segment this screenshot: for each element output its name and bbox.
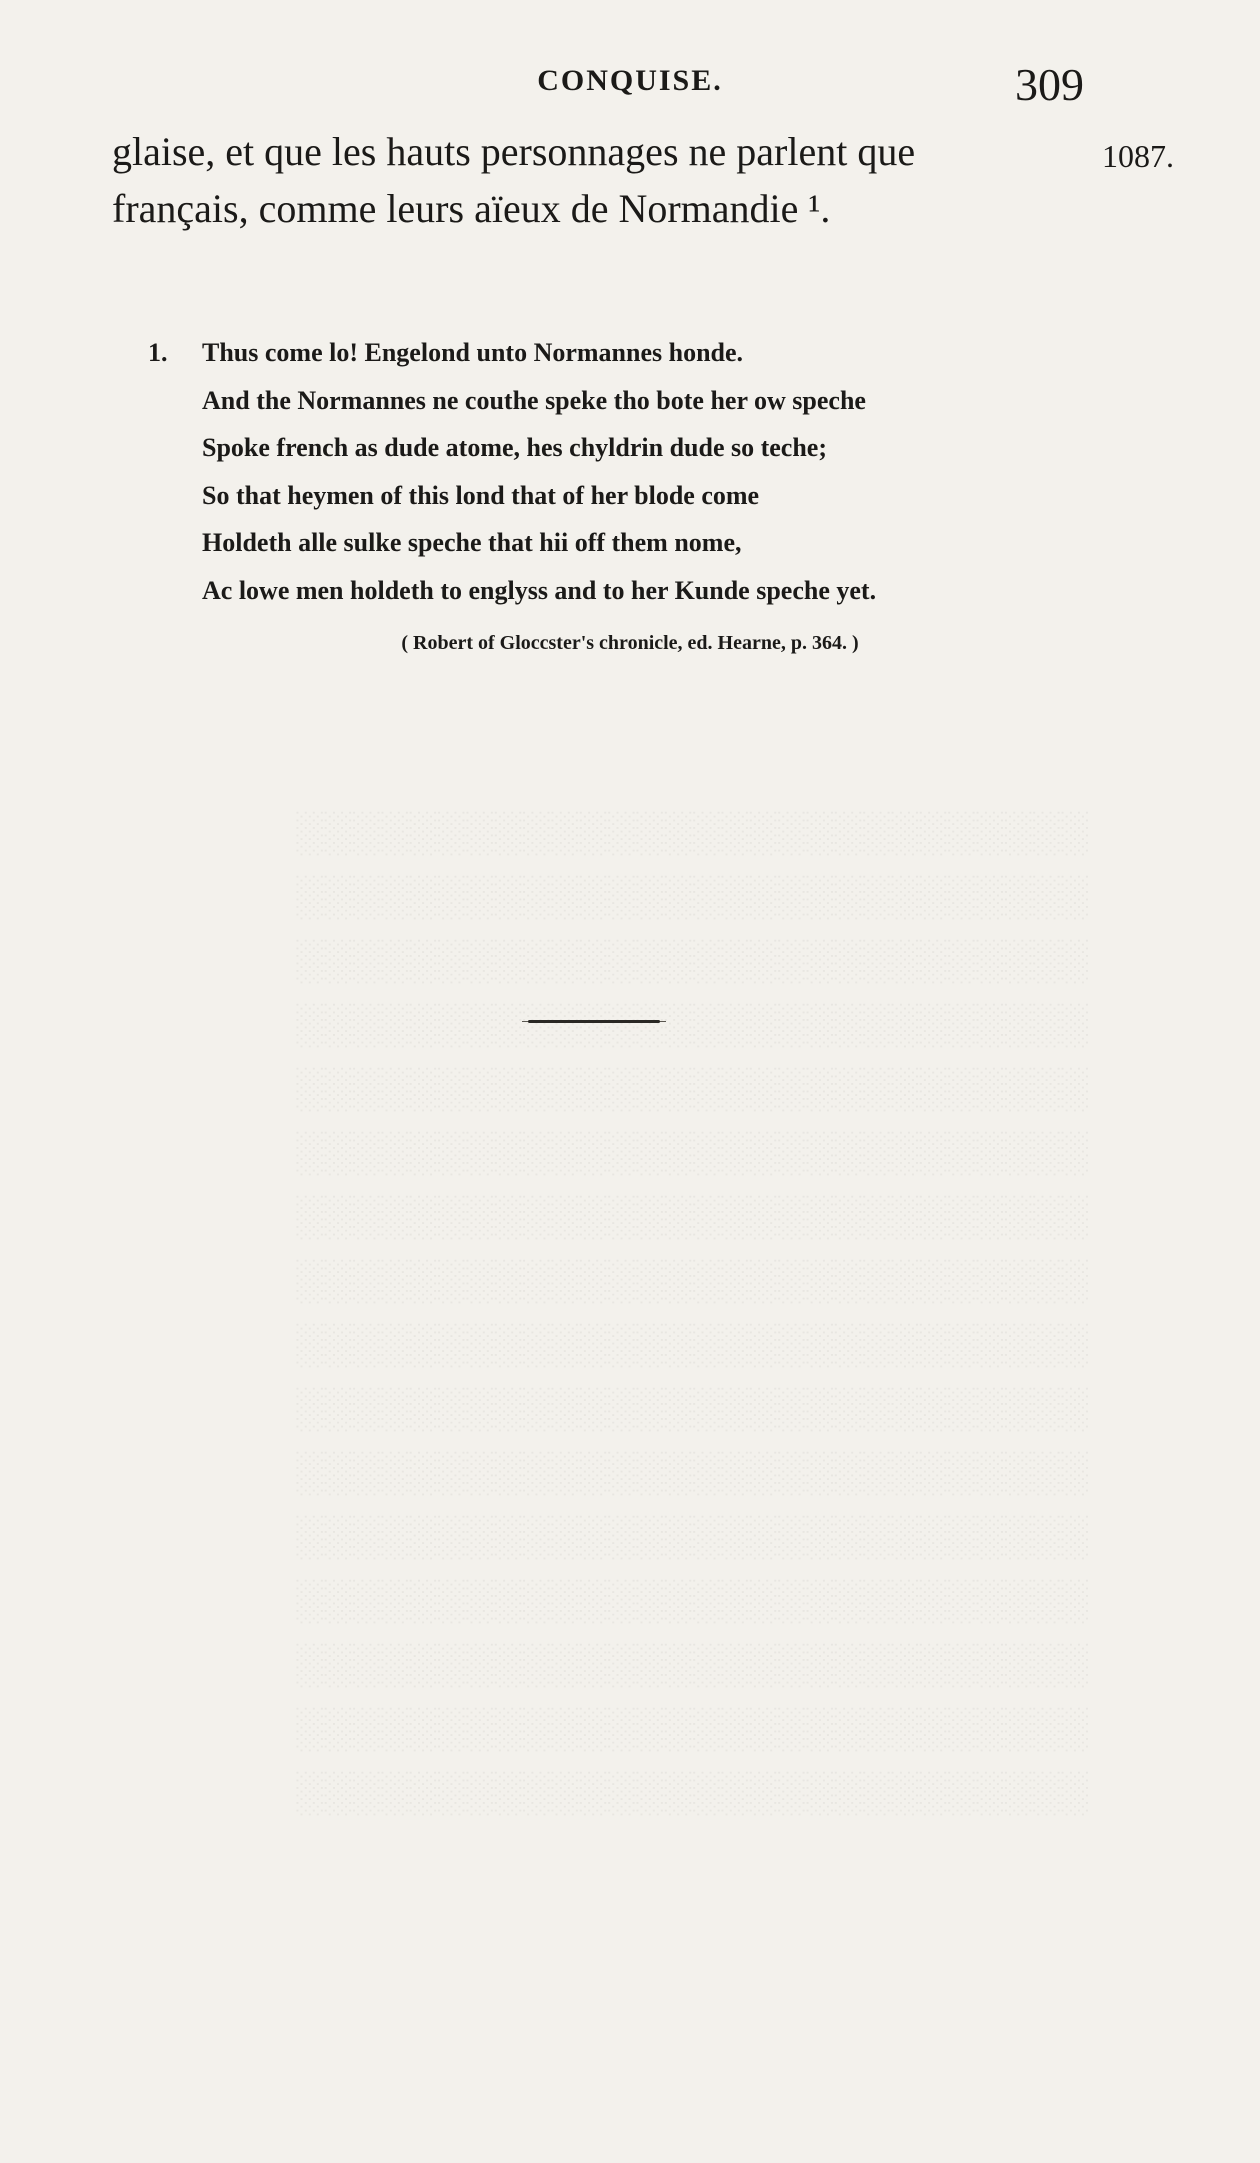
verse-line: Holdeth alle sulke speche that hii off them nome, bbox=[202, 528, 742, 557]
footnote-verse bbox=[202, 338, 876, 623]
running-title: CONQUISE. bbox=[537, 64, 723, 97]
body-text-line: glaise, et que les hauts personnages ne parlent que bbox=[112, 129, 916, 174]
running-head bbox=[0, 58, 1260, 108]
verse-line: So that heymen of this lond that of her blode come bbox=[202, 480, 760, 510]
footnote-marker: 1. bbox=[148, 338, 168, 367]
page-number: 309 bbox=[1015, 59, 1084, 110]
footnote-citation: ( Robert of Gloccster's chronicle, ed. Hearne, p. 364. ) bbox=[401, 632, 859, 654]
margin-date: 1087. bbox=[1102, 138, 1174, 174]
verse-line: Ac lowe men holdeth to englyss and to her Kunde speche yet. bbox=[202, 575, 877, 605]
verse-line: And the Normannes ne couthe speke tho bote her ow speche bbox=[202, 385, 866, 415]
body-text-line: français, comme leurs aïeux de Normandie ¹. bbox=[112, 186, 831, 231]
end-ornament-rule bbox=[522, 1018, 666, 1026]
verse-line: Spoke french as dude atome, hes chyldrin dude so teche; bbox=[202, 433, 828, 462]
verse-line: Thus come lo! Engelond unto Normannes honde. bbox=[202, 338, 744, 367]
show-through-texture bbox=[130, 800, 1090, 1824]
